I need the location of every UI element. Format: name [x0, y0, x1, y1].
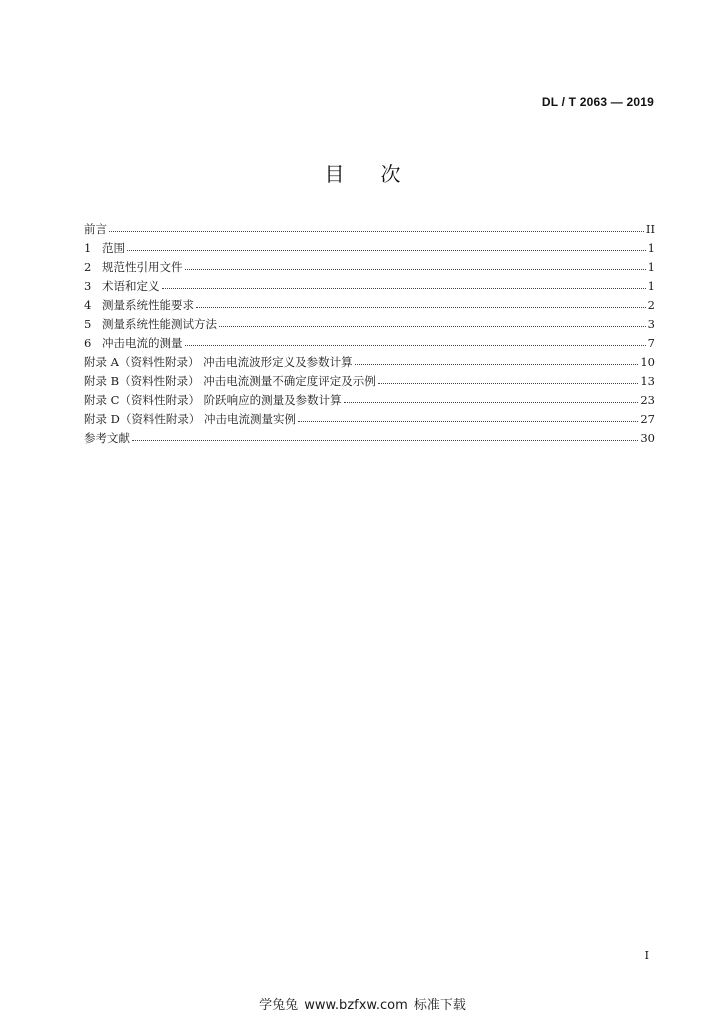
toc-item-2[interactable]: [84, 258, 655, 277]
dot-leader: [162, 288, 646, 289]
toc-item-label: 术语和定义: [102, 279, 160, 293]
toc-item-page: 23: [640, 393, 655, 407]
toc-item-references[interactable]: [84, 429, 655, 448]
toc-item-page: II: [645, 222, 655, 236]
dot-leader: [196, 307, 646, 308]
toc-item-label: 冲击电流的测量: [102, 336, 183, 350]
toc-item-3[interactable]: [84, 277, 655, 296]
dot-leader: [127, 250, 646, 251]
toc-item-label: 附录 C（资料性附录） 阶跃响应的测量及参数计算: [84, 393, 342, 407]
toc-item-5[interactable]: [84, 315, 655, 334]
dot-leader: [298, 421, 638, 422]
toc-item-number: 5: [84, 317, 92, 331]
toc-item-page: 27: [640, 412, 655, 426]
toc-item-label: 测量系统性能测试方法: [102, 317, 217, 331]
dot-leader: [185, 345, 646, 346]
toc-item-label: 测量系统性能要求: [102, 298, 194, 312]
toc-item-label: 附录 B（资料性附录） 冲击电流测量不确定度评定及示例: [84, 374, 376, 388]
watermark-text: 学兔兔 www.bzfxw.com 标准下载: [259, 998, 466, 1013]
table-of-contents: [84, 220, 655, 448]
dot-leader: [355, 364, 639, 365]
toc-item-page: 3: [647, 317, 655, 331]
toc-item-preface[interactable]: [84, 220, 655, 239]
toc-item-number: 6: [84, 336, 92, 350]
dot-leader: [185, 269, 646, 270]
page-number: I: [644, 949, 649, 962]
toc-item-page: 1: [647, 279, 655, 293]
toc-item-page: 1: [647, 260, 655, 274]
toc-item-label: 规范性引用文件: [102, 260, 183, 274]
toc-item-page: 1: [647, 241, 655, 255]
toc-item-number: 4: [84, 298, 92, 312]
toc-item-appendix-b[interactable]: [84, 372, 655, 391]
toc-item-1[interactable]: [84, 239, 655, 258]
dot-leader: [378, 383, 639, 384]
toc-item-4[interactable]: [84, 296, 655, 315]
dot-leader: [109, 231, 644, 232]
toc-item-label: 附录 D（资料性附录） 冲击电流测量实例: [84, 412, 297, 426]
toc-item-page: 30: [640, 431, 655, 445]
toc-item-number: 1: [84, 241, 92, 255]
toc-item-appendix-d[interactable]: [84, 410, 655, 429]
dot-leader: [219, 326, 646, 327]
toc-item-label: 参考文献: [84, 431, 130, 445]
toc-item-page: 2: [647, 298, 655, 312]
toc-item-page: 10: [640, 355, 655, 369]
toc-item-label: 范围: [102, 241, 125, 255]
page-title: 目次: [324, 162, 437, 186]
toc-item-number: 2: [84, 260, 92, 274]
toc-item-page: 13: [640, 374, 655, 388]
toc-item-label: 前言: [84, 222, 107, 236]
toc-item-label: 附录 A（资料性附录） 冲击电流波形定义及参数计算: [84, 355, 353, 369]
toc-item-6[interactable]: [84, 334, 655, 353]
toc-item-number: 3: [84, 279, 92, 293]
toc-item-appendix-a[interactable]: [84, 353, 655, 372]
toc-item-appendix-c[interactable]: [84, 391, 655, 410]
dot-leader: [344, 402, 639, 403]
dot-leader: [132, 440, 638, 441]
document-code: DL / T 2063 — 2019: [541, 95, 654, 109]
toc-item-page: 7: [647, 336, 655, 350]
